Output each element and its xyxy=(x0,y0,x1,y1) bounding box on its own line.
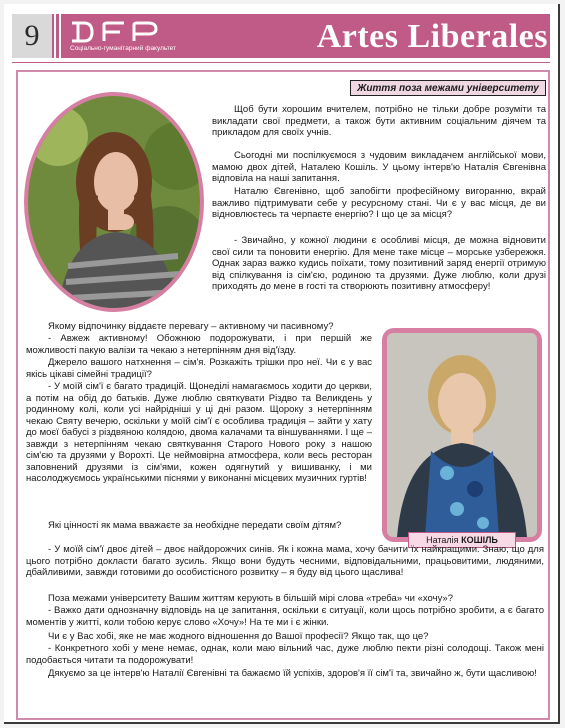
article-answer: - Конкретного хобі у мене немає, однак, коли маю вільний час, дуже люблю пекти різні солодощі. Також мені подобається читати та подорожувати! xyxy=(26,643,544,666)
section-title: Життя поза межами університету xyxy=(350,80,546,96)
article-answer: - У моїй сім'ї є багато традицій. Щонеділі намагаємось ходити до церкви, а потім на обід до батьків. Дуже люблю святкувати Різдво та Великдень у родинному колі, коли усі найрідніші у ці дні разом. Щороку з нетерпінням чекаю Святу вечерю, оскільки у моїй сім'ї є особлива традиція – зайти у хату до моєї бабусі з різдвяною колядою, двома калачами та віншуваннями. І ще – завжди з нетерпінням чекаю святкування Старого Нового року з нашою сім'єю та друзями у Ворохті. Це неймовірна атмосфера, коли весь ресторан заповнений друзями із сім'ями, кожен одягнутий у вишиванку, і ми насолоджуємось українськими піснями у виконанні місцевих музичних гуртів! xyxy=(26,381,372,484)
portrait-image-icon xyxy=(28,96,200,308)
article-question: Які цінності як мама вважаєте за необхідне передати своїм дітям? xyxy=(48,520,342,531)
article-question: Якому відпочинку віддаєте перевагу – активному чи пасивному? xyxy=(48,321,334,332)
masthead-title: Artes Liberales xyxy=(316,18,548,55)
logo-subtitle: Соціально-гуманітарний факультет xyxy=(70,45,177,52)
article-question: Джерело вашого натхнення – сім'я. Розкажіть трішки про неї. Чи є у вас якісь цікаві сімейні традиції? xyxy=(26,357,372,380)
interviewee-image-icon xyxy=(387,333,537,537)
header-divider xyxy=(54,14,56,58)
article-question: Поза межами університету Вашим життям керують в більшій мірі слова «треба» чи «хочу»? xyxy=(48,593,453,604)
photo-frame-rect xyxy=(382,328,542,542)
photo-frame-oval xyxy=(24,92,204,312)
header-underline xyxy=(12,62,550,63)
dfp-logo-icon xyxy=(70,20,162,44)
article-answer: - Важко дати однозначну відповідь на це запитання, оскільки є ситуації, коли щось потрібно зробити, а є багато моментів у житті, коли тобою керує слово «Хочу»! На те ми і є жінки. xyxy=(26,605,544,628)
page-number: 9 xyxy=(12,14,52,58)
article-answer: - Звичайно, у кожної людини є особливі місця, де можна відновити свої сили та поновити енергію. Для мене таке місце – морське узбережжя. Однак зараз важко кудись поїхати, тому позитивний заряд енергії отримую від спілкування із сім'єю, родиною та друзями. Дуже люблю, коли друзі приходять до мене в гості та створюють позитивну атмосферу! xyxy=(212,235,546,292)
caption-last-name: КОШІЛЬ xyxy=(461,535,498,545)
faculty-logo xyxy=(70,14,180,58)
article-paragraph: Щоб бути хорошим вчителем, потрібно не тільки добре розуміти та викладати свої предмети, а також бути активним соціальним діячем та прикладом для своїх учнів. xyxy=(212,104,546,138)
magazine-page xyxy=(4,4,560,724)
article-answer: - Авжеж активному! Обожнюю подорожувати, і при першій же можливості пакую валізи та чекаю з нетерпінням дня від'їзду. xyxy=(26,333,372,356)
article-question: Наталю Євгенівно, щоб запобігти професійному вигоранню, вкрай важливо підтримувати себе у ресурсному стані. Чи є у вас місця, де ви відновлюєтесь та черпаєте енергію? І що це за місця? xyxy=(212,186,546,220)
portrait-photo xyxy=(28,96,200,308)
article-paragraph: Сьогодні ми поспілкуємося з чудовим викладачем англійської мови, мамою двох дітей, Наталею Кошіль. У цьому інтерв'ю Наталія Євгенівна відповіла на наші запитання. xyxy=(212,150,546,184)
article-closing: Дякуємо за це інтерв'ю Наталії Євгенівні та бажаємо їй успіхів, здоров'я її сім'ї та, звичайно ж, бути щасливою! xyxy=(48,668,537,679)
article-question: Чи є у Вас хобі, яке не має жодного відношення до Вашої професії? Якщо так, що це? xyxy=(48,631,429,642)
article-answer: - У моїй сім'ї двоє дітей – двоє найдорожчих синів. Як і кожна мама, хочу бачити їх найкращими. Знаю, що для цього потрібно докласти багато зусиль. Якщо вони будуть чесними, відповідальними, працьовитими, людяними, дбайливими, завжди готовими до особистісного розвитку – я буду від цього щаслива! xyxy=(26,544,544,578)
caption-first-name: Наталія xyxy=(426,535,459,545)
interviewee-photo xyxy=(387,333,537,537)
header-divider xyxy=(59,14,61,58)
